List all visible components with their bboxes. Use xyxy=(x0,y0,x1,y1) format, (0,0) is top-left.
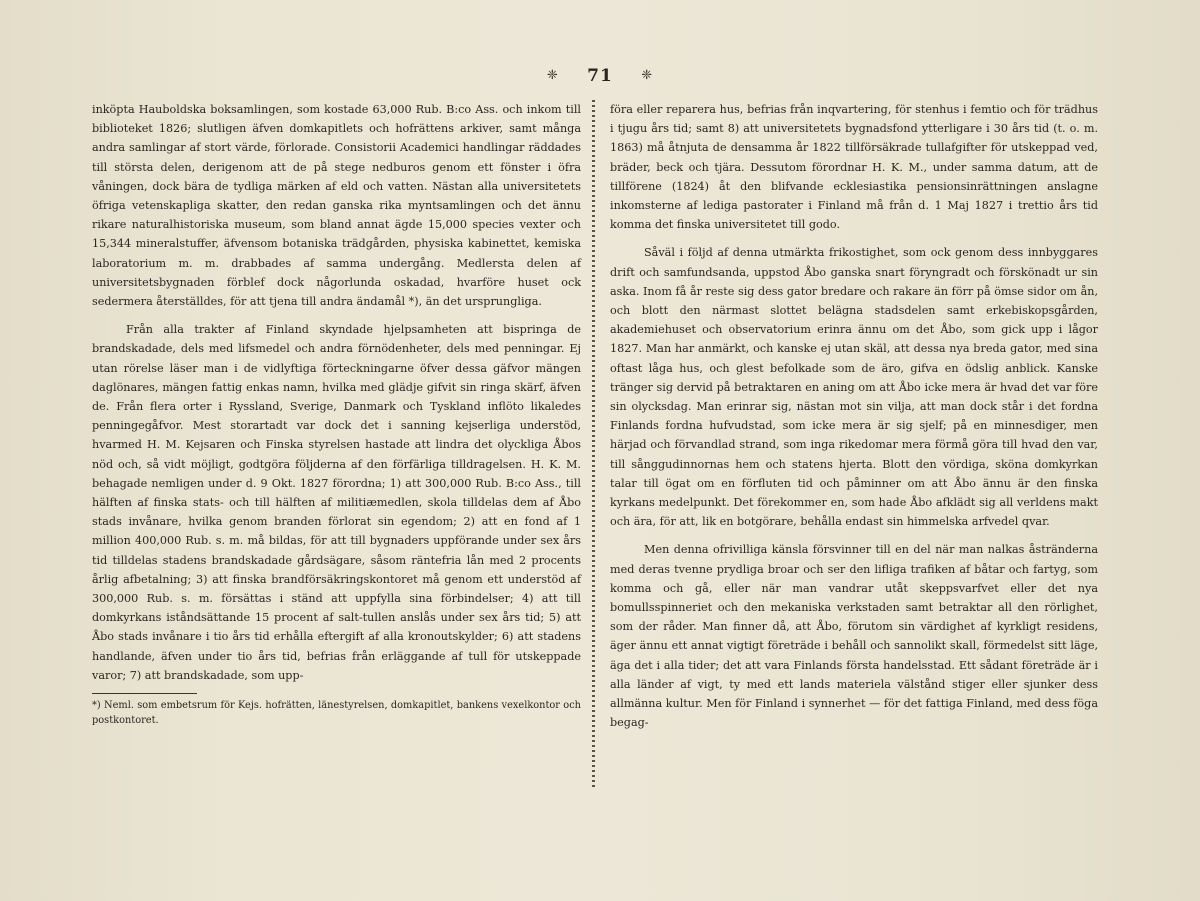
page-number: 71 xyxy=(587,66,613,86)
page-header xyxy=(0,66,1200,86)
right-paragraph-1: föra eller reparera hus, befrias från inqvartering, för stenhus i femtio och för trädhus i tjugu års tid; samt 8) att universitetets bygnadsfond ytterligare i 30 års tid (t. o. m. 1863) må åtnjuta de densamma år 1822 tillförsäkrade tullafgifter för utskeppad ved, bräder, beck och tjära. Dessutom förordnar H. K. M., under samma datum, att de tillförene (1824) åt den blifvande ecklesiastika pensionsinrättningen anslagne inkomsterne af lediga pastorater i Finland må från d. 1 Maj 1827 i trettio års tid komma det finska universitetet till godo. xyxy=(610,103,1098,232)
right-paragraph-2: Såväl i följd af denna utmärkta frikostighet, som ock genom dess innbyggares drift och samfundsanda, uppstod Åbo ganska snart föryngradt och förskönadt ur sin aska. Inom få år reste sig dess gator bredare och rakare än förr på ömse sidor om ån, och blott den närmast slottet belägna stadsdelen samt erkebiskopsgården, akademiehuset och observatorium erinra ännu om det Åbo, som gick upp i lågor 1827. Man har anmärkt, och kanske ej utan skäl, att dessa nya breda gator, med sina oftast låga hus, och glest befolkade som de äro, gifva en ödslig anblick. Kanske tränger sig dervid på betraktaren en aning om att Åbo icke mera är hvad det var före sin olycksdag. Man erinrar sig, nästan mot sin vilja, att man dock står i det fordna Finlands fordna hufvudstad, som icke mera är sig sjelf; på en minnesdiger, men härjad och förvandlad strand, som inga rikedomar mera förmå göra till hvad den var, till sånggudinnornas hem och statens hjerta. Blott den vördiga, sköna domkyrkan talar till ögat om en förfluten tid och påminner om att Åbo ännu är den finska kyrkans medelpunkt. Det förekommer en, som hade Åbo afklädt sig all verldens makt och ära, för att, lik en botgörare, behålla endast sin himmelska arfvedel qvar. xyxy=(610,246,1098,529)
column-divider xyxy=(588,100,600,790)
ornament-right-icon: ❈ xyxy=(641,68,654,83)
left-paragraph-1: inköpta Hauboldska boksamlingen, som kostade 63,000 Rub. B:co Ass. och inkom till biblioteket 1826; slutligen äfven domkapitlets och hofrättens arkiver, samt många andra samlingar af stort värde, förlorade. Consistorii Academici handlingar räddades till största delen, derigenom att de på stege nedburos genom ett fönster i öfra våningen, dock bära de tydliga märken af eld och vatten. Nästan alla universitetets öfriga vetenskapliga skatter, den redan ganska rika myntsamlingen och det ännu rikare naturalhistoriska museum, som bland annat ägde 15,000 species vexter och 15,344 mineralstuffer, äfvensom botaniska trädgården, physiska kabinettet, kemiska laboratorium m. m. drabbades af samma undergång. Medlersta delen af universitetsbygnaden förblef dock någorlunda oskadad, hvarföre huset ock sedermera återställdes, för att tjena till andra ändamål *), än det ursprungliga. xyxy=(92,103,581,309)
left-column xyxy=(92,100,581,728)
ornament-left-icon: ❈ xyxy=(546,68,559,83)
left-paragraph-2: Från alla trakter af Finland skyndade hjelpsamheten att bispringa de brandskadade, dels med lifsmedel och andra förnödenheter, dels med penningar. Ej utan rörelse läser man i de vidlyftiga förteckningarne öfver dessa gäfvor mängen daglönares, mängen fattig enkas namn, hvilka med glädje gifvit sin ringa skärf, äfven de. Från flera orter i Ryssland, Sverige, Danmark och Tyskland inflöto likaledes penningegåfvor. Mest storartadt var dock det i sanning kejserliga understöd, hvarmed H. M. Kejsaren och Finska styrelsen hastade att lindra det olyckliga Åbos nöd och, så vidt möjligt, godtgöra följderna af den förfärliga tilldragelsen. H. K. M. behagade nemligen under d. 9 Okt. 1827 förordna; 1) att 300,000 Rub. B:co Ass., till hälften af finska stats- och till hälften af militiæmedlen, skola tilldelas dem af Åbo stads invånare, hvilka genom branden förlorat sin egendom; 2) att en fond af 1 million 400,000 Rub. s. m. må bildas, för att till bygnaders uppförande under sex års tid tilldelas stadens brandskadade gårdsägare, såsom räntefria lån med 2 procents årlig afbetalning; 3) att finska brandförsäkringskontoret må genom ett understöd af 300,000 Rub. s. m. försättas i ständ att uppfylla sina förbindelser; 4) att till domkyrkans iståndsättande 15 procent af salt-tullen anslås under sex års tid; 5) att Åbo stads invånare i tio års tid erhålla eftergift af alla kronoutskylder; 6) att stadens handlande, äfven under tio års tid, befrias från erläggande af tull för utskeppade varor; 7) att brandskadade, som upp- xyxy=(92,323,581,682)
footnote: *) Neml. som embetsrum för Kejs. hofrätten, länestyrelsen, domkapitlet, bankens vexelkontor och postkontoret. xyxy=(92,700,581,727)
right-column xyxy=(610,100,1098,733)
footnote-rule xyxy=(92,693,197,694)
right-paragraph-3: Men denna ofrivilliga känsla försvinner till en del när man nalkas åstränderna med deras tvenne prydliga broar och ser den lifliga trafiken af båtar och fartyg, som komma och gå, eller när man vandrar utåt skeppsvarfvet eller det nya bomullsspinneriet och den mekaniska verkstaden samt betraktar all den rörlighet, som der råder. Man finner då, att Åbo, förutom sin värdighet af kyrkligt residens, äger ännu ett annat vigtigt företräde i behåll och sannolikt skall, förmedelst sitt läge, äga det i alla tider; det att vara Finlands första handelsstad. Ett sådant företräde är i alla länder af vigt, ty med ett lands materiela välstånd stiger eller sjunker dess allmänna kultur. Men för Finland i synnerhet — för det fattiga Finland, med dess föga begag- xyxy=(610,543,1098,730)
